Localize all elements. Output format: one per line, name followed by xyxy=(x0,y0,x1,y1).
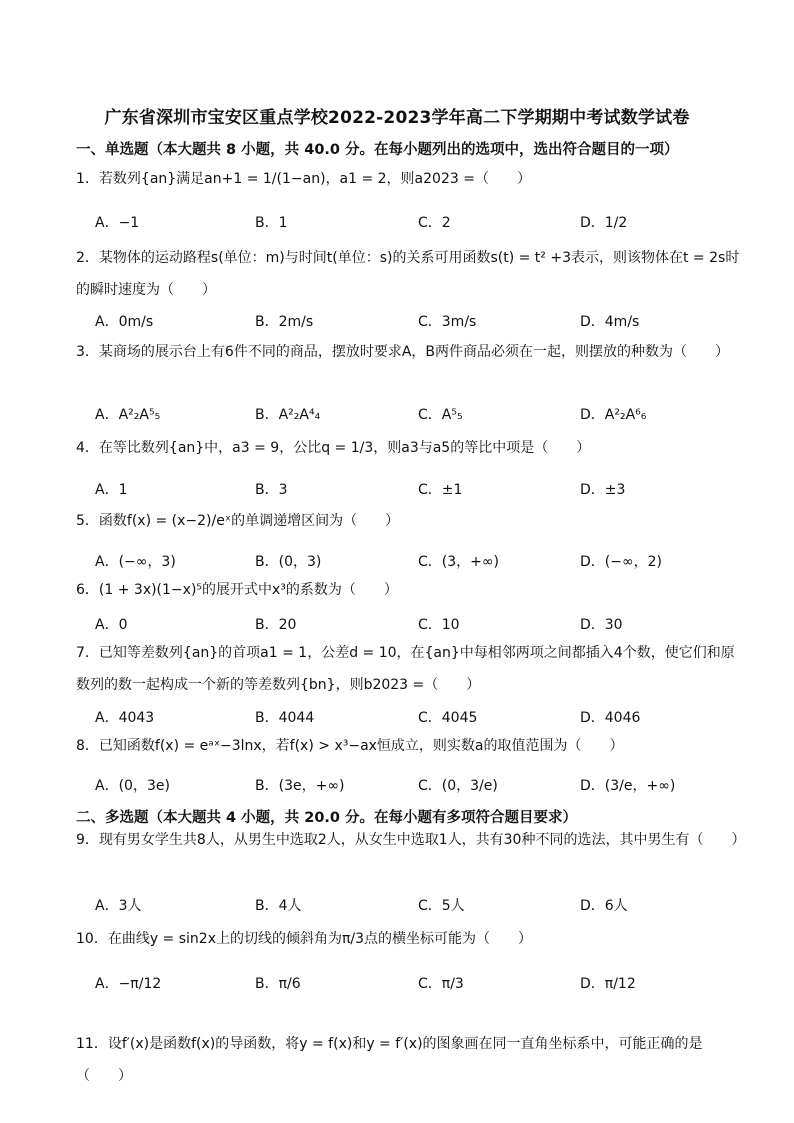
option-1d: D．1/2 xyxy=(580,215,628,231)
option-7d: D．4046 xyxy=(580,710,641,726)
option-7a: A．4043 xyxy=(95,710,155,726)
option-6a: A．0 xyxy=(95,617,128,633)
option-4a: A．1 xyxy=(95,482,128,498)
option-2b: B．2m/s xyxy=(255,314,314,330)
option-4d: D．±3 xyxy=(580,482,626,498)
option-10b: B．π/6 xyxy=(255,976,301,992)
option-10a: A．−π/12 xyxy=(95,976,162,992)
option-5d: D．(−∞，2) xyxy=(580,554,663,570)
question-4: 4．在等比数列{an}中，a3 = 9，公比q = 1/3，则a3与a5的等比中项是（ ） xyxy=(76,440,591,456)
option-1c: C．2 xyxy=(418,215,451,231)
option-2d: D．4m/s xyxy=(580,314,640,330)
options-1 xyxy=(95,212,735,242)
question-10: 10．在曲线y = sin2x上的切线的倾斜角为π/3点的横坐标可能为（ ） xyxy=(76,931,533,947)
question-5: 5．函数f(x) = (x−2)/eˣ的单调递增区间为（ ） xyxy=(76,513,400,529)
exam-title: 广东省深圳市宝安区重点学校2022-2023学年高二下学期期中考试数学试卷 xyxy=(104,108,690,128)
option-5c: C．(3，+∞) xyxy=(418,554,499,570)
question-2: 2．某物体的运动路程s(单位：m)与时间t(单位：s)的关系可用函数s(t) = t² +3表示，则该物体在t = 2s时的瞬时速度为（ ） xyxy=(76,250,740,298)
option-3d: D．A²₂A⁶₆ xyxy=(580,407,647,423)
option-4b: B．3 xyxy=(255,482,288,498)
option-3c: C．A⁵₅ xyxy=(418,407,463,423)
option-10d: D．π/12 xyxy=(580,976,636,992)
section-multiple-choice: 二、多选题（本大题共 4 小题，共 20.0 分。在每小题有多项符合题目要求） xyxy=(76,810,578,826)
option-1a: A．−1 xyxy=(95,215,140,231)
option-3a: A．A²₂A⁵₅ xyxy=(95,407,161,423)
option-6b: B．20 xyxy=(255,617,297,633)
option-2a: A．0m/s xyxy=(95,314,154,330)
option-8c: C．(0，3/e) xyxy=(418,778,498,794)
option-8b: B．(3e，+∞) xyxy=(255,778,345,794)
option-2c: C．3m/s xyxy=(418,314,477,330)
option-8d: D．(3/e，+∞) xyxy=(580,778,676,794)
question-9: 9．现有男女学生共8人，从男生中选取2人，从女生中选取1人，共有30种不同的选法，其中男生有（ ） xyxy=(76,832,746,848)
option-9d: D．6人 xyxy=(580,898,628,914)
options-10 xyxy=(95,973,735,1003)
option-7b: B．4044 xyxy=(255,710,315,726)
options-8 xyxy=(95,775,735,805)
question-3: 3．某商场的展示台上有6件不同的商品，摆放时要求A，B两件商品必须在一起，则摆放的种数为（ ） xyxy=(76,344,729,360)
question-11: 11．设f′(x)是函数f(x)的导函数，将y = f(x)和y = f′(x)的图象画在同一直角坐标系中，可能正确的是（ ） xyxy=(76,1036,703,1084)
section-single-choice: 一、单选题（本大题共 8 小题，共 40.0 分。在每小题列出的选项中，选出符合题目的一项） xyxy=(76,142,679,158)
question-6: 6．(1 + 3x)(1−x)⁵的展开式中x³的系数为（ ） xyxy=(76,582,398,598)
option-9a: A．3人 xyxy=(95,898,142,914)
option-1b: B．1 xyxy=(255,215,288,231)
option-3b: B．A²₂A⁴₄ xyxy=(255,407,321,423)
option-9b: B．4人 xyxy=(255,898,302,914)
option-6c: C．10 xyxy=(418,617,460,633)
options-3 xyxy=(95,404,735,434)
option-4c: C．±1 xyxy=(418,482,463,498)
question-8: 8．已知函数f(x) = eᵃˣ−3lnx，若f(x) > x³−ax恒成立，则实数a的取值范围为（ ） xyxy=(76,738,624,754)
options-9 xyxy=(95,895,735,925)
option-9c: C．5人 xyxy=(418,898,465,914)
question-1: 1．若数列{an}满足an+1 = 1/(1−an)，a1 = 2，则a2023 =（ ） xyxy=(76,171,531,187)
question-7: 7．已知等差数列{an}的首项a1 = 1，公差d = 10，在{an}中每相邻两项之间都插入4个数，使它们和原数列的数一起构成一个新的等差数列{bn}，则b2023 =（ ） xyxy=(76,645,735,693)
option-6d: D．30 xyxy=(580,617,623,633)
option-7c: C．4045 xyxy=(418,710,478,726)
option-8a: A．(0，3e) xyxy=(95,778,170,794)
option-5a: A．(−∞，3) xyxy=(95,554,176,570)
option-5b: B．(0，3) xyxy=(255,554,322,570)
option-10c: C．π/3 xyxy=(418,976,464,992)
